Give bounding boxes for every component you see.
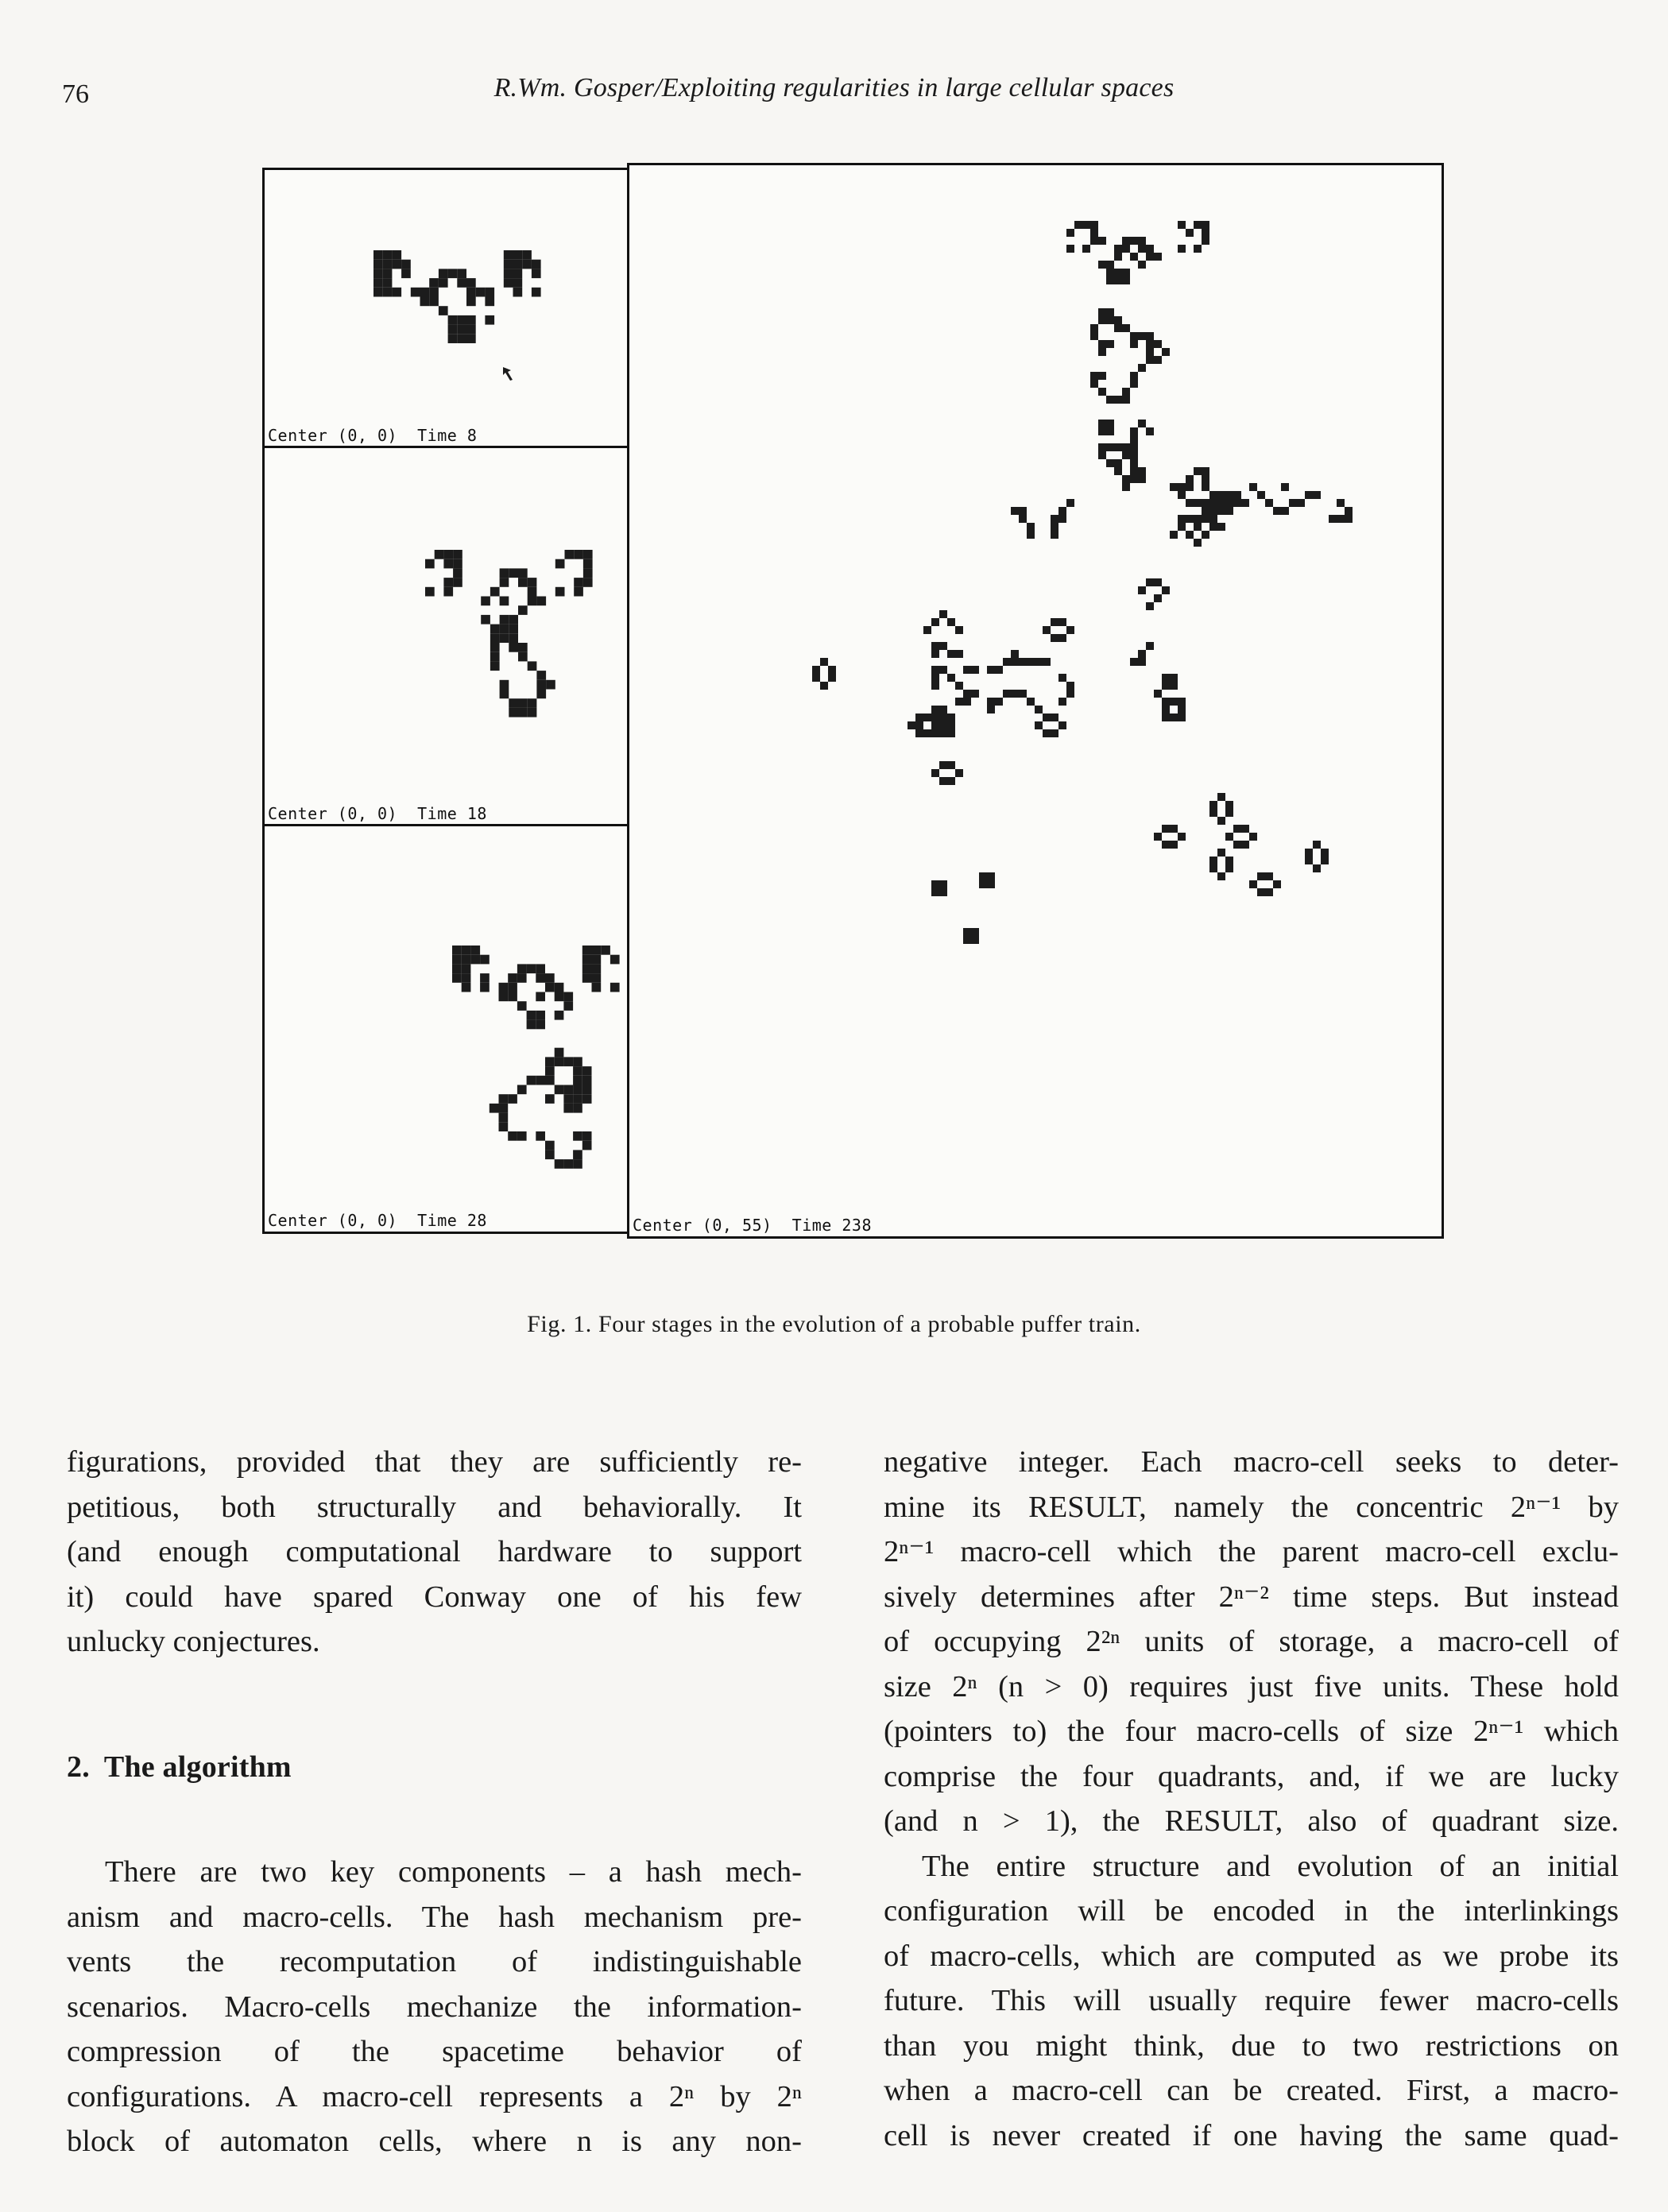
- text-line: of macro-cells, which are computed as we probe its: [884, 1939, 1619, 1973]
- text-line: negative integer. Each macro-cell seeks to deter-: [884, 1445, 1619, 1479]
- text-line: The entire structure and evolution of an initial: [922, 1849, 1619, 1883]
- cell-pattern: [265, 170, 629, 449]
- text-line: configuration will be encoded in the interlinkings: [884, 1894, 1619, 1928]
- arrow-cursor-icon: [503, 367, 513, 381]
- text-line: unlucky conjectures.: [67, 1625, 320, 1658]
- text-line: petitious, both structurally and behaviorally. It: [67, 1490, 802, 1524]
- panel-label: Center (0, 0) Time 18: [268, 804, 487, 823]
- text-line: configurations. A macro-cell represents a 2ⁿ by 2ⁿ: [67, 2079, 802, 2113]
- text-line: vents the recomputation of indistinguishable: [67, 1945, 802, 1978]
- text-line: compression of the spacetime behavior of: [67, 2035, 802, 2068]
- cell-pattern: [265, 826, 629, 1234]
- text-line: when a macro-cell can be created. First, a macro-: [884, 2074, 1619, 2107]
- left-column-paragraph-2: [67, 1850, 802, 2164]
- panel-p1: [262, 168, 629, 449]
- text-line: it) could have spared Conway one of his few: [67, 1580, 802, 1614]
- left-column: [67, 1440, 802, 1665]
- panel-p4: [627, 163, 1444, 1239]
- text-line: mine its RESULT, namely the concentric 2ⁿ⁻¹ by: [884, 1490, 1619, 1524]
- text-line: (and enough computational hardware to support: [67, 1535, 802, 1568]
- running-head: [0, 73, 1668, 103]
- figure: [262, 163, 1444, 1280]
- text-line: block of automaton cells, where n is any non-: [67, 2125, 802, 2158]
- text-line: figurations, provided that they are sufficiently re-: [67, 1445, 802, 1479]
- panel-p2: [262, 446, 629, 827]
- page-number: 76: [62, 79, 89, 109]
- paragraph-continued: [67, 1440, 802, 1665]
- figure-caption: Fig. 1. Four stages in the evolution of a probable puffer train.: [527, 1311, 1141, 1337]
- text-line: There are two key components – a hash mech-: [105, 1855, 802, 1889]
- text-line: (and n > 1), the RESULT, also of quadrant size.: [884, 1804, 1619, 1838]
- cell-pattern: [629, 165, 1444, 1239]
- panel-p3: [262, 824, 629, 1234]
- text-line: size 2ⁿ (n > 0) requires just five units. These hold: [884, 1669, 1619, 1703]
- right-column: [884, 1440, 1619, 2158]
- panel-label: Center (0, 0) Time 8: [268, 426, 478, 445]
- text-line: scenarios. Macro-cells mechanize the information-: [67, 1990, 802, 2024]
- section-number: 2.: [67, 1750, 90, 1784]
- section-title: The algorithm: [103, 1750, 292, 1784]
- text-line: of occupying 2²ⁿ units of storage, a macro-cell of: [884, 1625, 1619, 1658]
- panel-label: Center (0, 55) Time 238: [633, 1216, 872, 1235]
- text-line: cell is never created if one having the same quad-: [884, 2118, 1619, 2152]
- panel-label: Center (0, 0) Time 28: [268, 1211, 487, 1230]
- text-line: sively determines after 2ⁿ⁻² time steps. But instead: [884, 1580, 1619, 1614]
- text-line: future. This will usually require fewer macro-cells: [884, 1984, 1619, 2017]
- text-line: comprise the four quadrants, and, if we are lucky: [884, 1759, 1619, 1793]
- text-line: 2ⁿ⁻¹ macro-cell which the parent macro-cell exclu-: [884, 1535, 1619, 1568]
- cell-pattern: [265, 448, 629, 827]
- text-line: anism and macro-cells. The hash mechanism pre-: [67, 1900, 802, 1934]
- section-heading: [67, 1750, 292, 1785]
- text-line: (pointers to) the four macro-cells of size 2ⁿ⁻¹ which: [884, 1715, 1619, 1748]
- running-head-text: R.Wm. Gosper/Exploiting regularities in large cellular spaces: [493, 73, 1175, 102]
- text-line: than you might think, due to two restrictions on: [884, 2028, 1619, 2063]
